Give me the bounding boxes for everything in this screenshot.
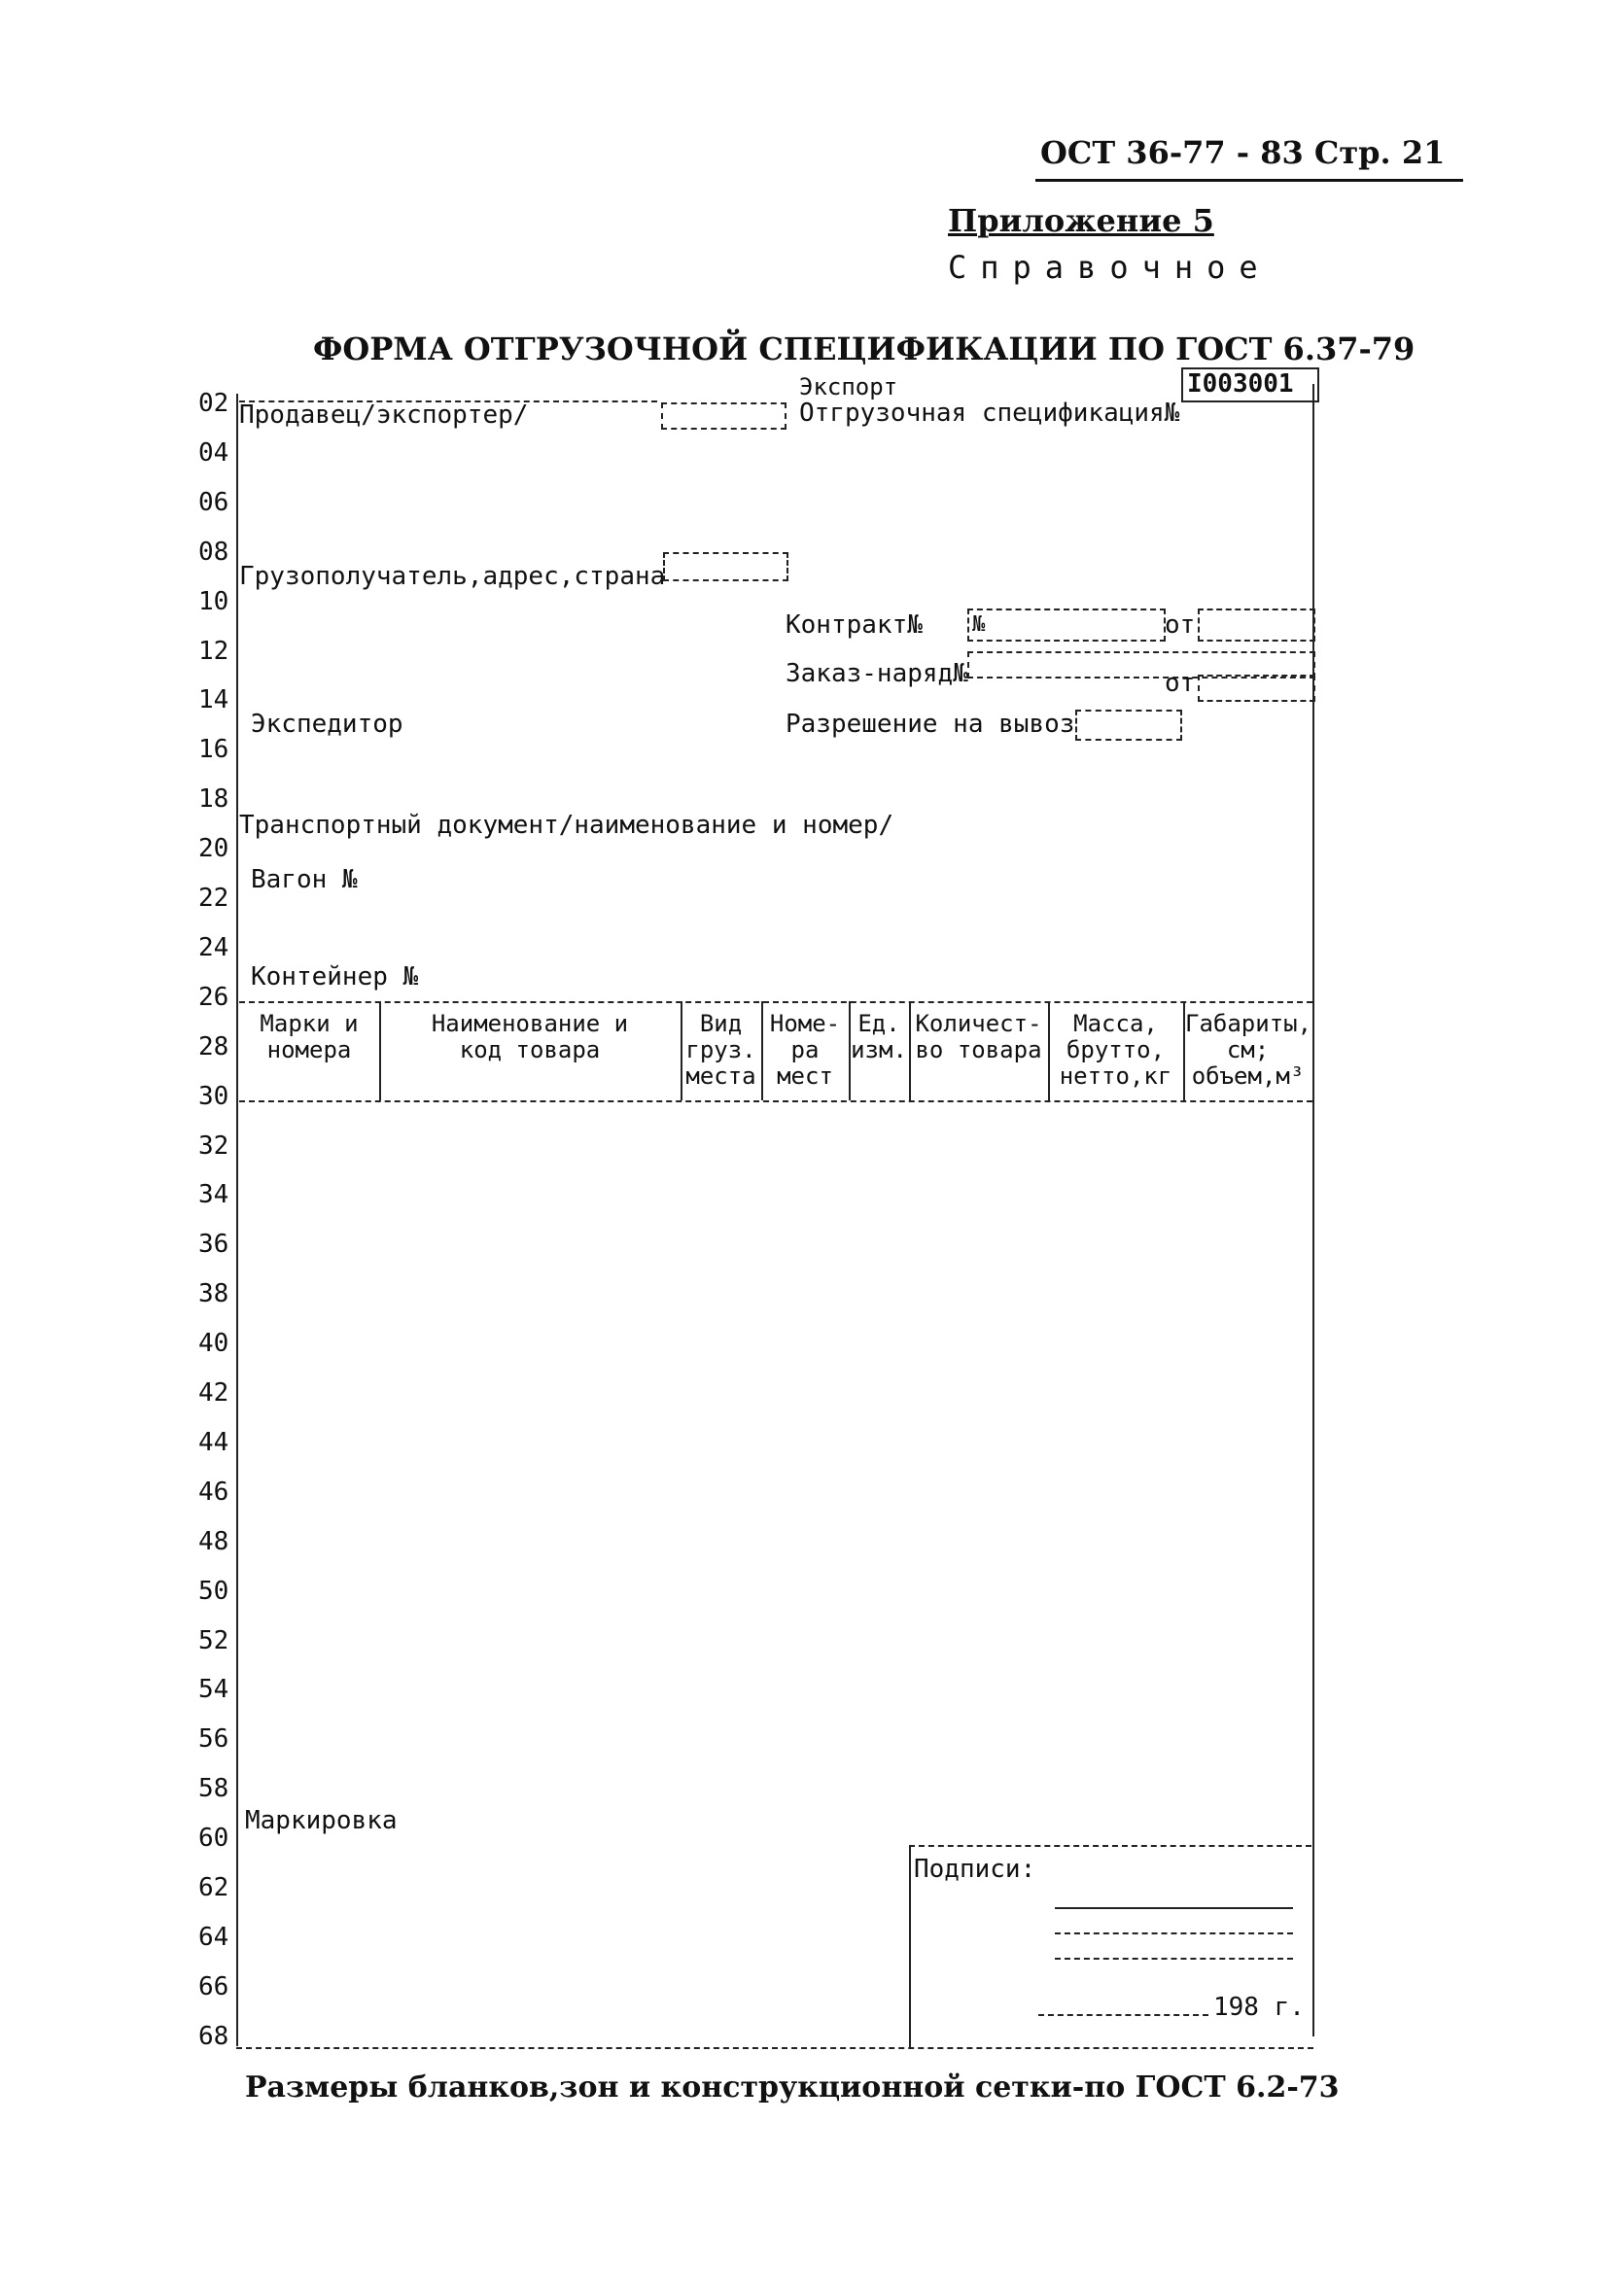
form-title: ФОРМА ОТГРУЗОЧНОЙ СПЕЦИФИКАЦИИ ПО ГОСТ 6.37-79 (313, 330, 1416, 367)
signature-line-3[interactable] (1055, 1958, 1293, 1960)
standard-reference-underline (1035, 179, 1463, 182)
table-header-line: Наименование и (431, 1010, 629, 1037)
table-column-divider (761, 1001, 763, 1100)
row-number: 24 (198, 932, 229, 962)
row-number: 30 (198, 1081, 229, 1111)
row-number: 06 (198, 487, 229, 517)
export-label: Экспорт (799, 373, 898, 400)
table-header-line: ра (790, 1036, 820, 1063)
signature-line-1[interactable] (1055, 1907, 1293, 1909)
table-header-cell (763, 1011, 847, 1090)
signatures-left-border (909, 1845, 911, 2047)
table-header-line: груз. (685, 1036, 756, 1063)
contract-number-prefix: № (972, 612, 986, 637)
row-number: 64 (198, 1922, 229, 1952)
table-column-divider (1048, 1001, 1050, 1100)
contract-date-box[interactable] (1198, 609, 1315, 642)
table-column-divider (909, 1001, 911, 1100)
marking-label: Маркировка (245, 1806, 398, 1835)
transport-doc-label: Транспортный документ/наименование и номер/ (239, 811, 894, 840)
signature-date-line[interactable] (1038, 2014, 1208, 2016)
signature-year: 198 г. (1213, 1993, 1305, 2022)
export-permit-label: Разрешение на вывоз (786, 710, 1075, 739)
seller-label: Продавец/экспортер/ (239, 400, 529, 430)
row-number: 04 (198, 437, 229, 468)
row-number: 12 (198, 636, 229, 666)
table-header-line: брутто, (1066, 1036, 1166, 1063)
row-number: 08 (198, 537, 229, 567)
row-number: 16 (198, 735, 229, 765)
row-number: 52 (198, 1625, 229, 1655)
row-number: 36 (198, 1230, 229, 1260)
consignee-label: Грузополучатель,адрес,страна (239, 562, 666, 591)
seller-top-line (239, 400, 657, 402)
contract-number-box[interactable] (967, 609, 1166, 642)
row-number: 68 (198, 2021, 229, 2051)
row-number: 50 (198, 1576, 229, 1606)
table-header-line: Вид (699, 1010, 743, 1037)
row-number: 56 (198, 1724, 229, 1755)
row-number: 26 (198, 982, 229, 1012)
consignee-code-box[interactable] (663, 552, 788, 581)
table-header-line: код товара (459, 1036, 601, 1063)
footer-note: Размеры бланков,зон и конструкционной сетки-по ГОСТ 6.2-73 (245, 2070, 1340, 2105)
order-from-label: от (1165, 669, 1196, 698)
table-header-line: Номе- (769, 1010, 841, 1037)
table-header-line: места (685, 1062, 756, 1090)
row-number: 22 (198, 884, 229, 913)
table-header-line: нетто,кг (1059, 1062, 1172, 1090)
table-column-divider (379, 1001, 381, 1100)
signatures-top-line (909, 1845, 1311, 1847)
table-header-line: номера (266, 1036, 352, 1063)
order-label: Заказ-наряд№ (786, 659, 968, 688)
table-header-line: Масса, (1073, 1010, 1158, 1037)
table-top-line (239, 1001, 1312, 1003)
export-permit-box[interactable] (1075, 710, 1182, 741)
row-number: 42 (198, 1378, 229, 1408)
status-label: Справочное (948, 249, 1272, 286)
table-header-line: Ед. (857, 1010, 900, 1037)
contract-label: Контракт№ (786, 610, 923, 640)
table-header-cell (1185, 1011, 1311, 1090)
row-number: 44 (198, 1427, 229, 1457)
signatures-label: Подписи: (914, 1855, 1036, 1884)
row-number: 02 (198, 389, 229, 418)
row-number: 46 (198, 1477, 229, 1507)
standard-reference: ОСТ 36-77 - 83 Стр. 21 (1040, 134, 1446, 171)
wagon-label: Вагон № (251, 865, 358, 894)
appendix-label: Приложение 5 (948, 202, 1214, 239)
row-number: 20 (198, 834, 229, 864)
row-number: 18 (198, 784, 229, 815)
form-bottom-border (236, 2047, 1313, 2049)
row-number: 60 (198, 1824, 229, 1854)
row-number: 48 (198, 1526, 229, 1556)
row-number: 28 (198, 1031, 229, 1061)
table-header-line: мест (777, 1062, 833, 1090)
form-left-border (236, 394, 238, 2046)
table-header-line: см; (1226, 1036, 1270, 1063)
table-header-line: во товара (915, 1036, 1042, 1063)
table-header-cell (241, 1011, 377, 1063)
spec-label: Отгрузочная спецификация№ (799, 399, 1180, 428)
row-number: 66 (198, 1971, 229, 2001)
row-number: 40 (198, 1329, 229, 1359)
table-bottom-line (239, 1100, 1312, 1102)
row-number: 32 (198, 1131, 229, 1161)
row-number: 62 (198, 1873, 229, 1902)
table-column-divider (1183, 1001, 1185, 1100)
row-number: 34 (198, 1180, 229, 1210)
table-header-line: Количест- (915, 1010, 1042, 1037)
table-header-line: Габариты, (1185, 1010, 1312, 1037)
table-header-cell (682, 1011, 759, 1090)
row-number: 58 (198, 1774, 229, 1804)
row-number: 14 (198, 685, 229, 715)
table-header-cell (1050, 1011, 1181, 1090)
order-date-box[interactable] (1198, 675, 1315, 702)
table-header-cell (851, 1011, 907, 1063)
signature-line-2[interactable] (1055, 1932, 1293, 1934)
row-number: 54 (198, 1675, 229, 1705)
table-column-divider (849, 1001, 851, 1100)
seller-code-box[interactable] (661, 402, 787, 430)
contract-from-label: от (1165, 610, 1196, 640)
container-label: Контейнер № (251, 962, 419, 991)
table-header-line: изм. (851, 1036, 907, 1063)
table-header-line: Марки и (260, 1010, 359, 1037)
table-header-line: объем,м³ (1191, 1062, 1305, 1090)
table-header-cell (381, 1011, 679, 1063)
spec-code-box: I003001 (1181, 367, 1319, 402)
table-header-cell (911, 1011, 1046, 1063)
row-number: 10 (198, 586, 229, 616)
forwarder-label: Экспедитор (251, 710, 403, 739)
table-column-divider (681, 1001, 682, 1100)
row-number: 38 (198, 1279, 229, 1309)
